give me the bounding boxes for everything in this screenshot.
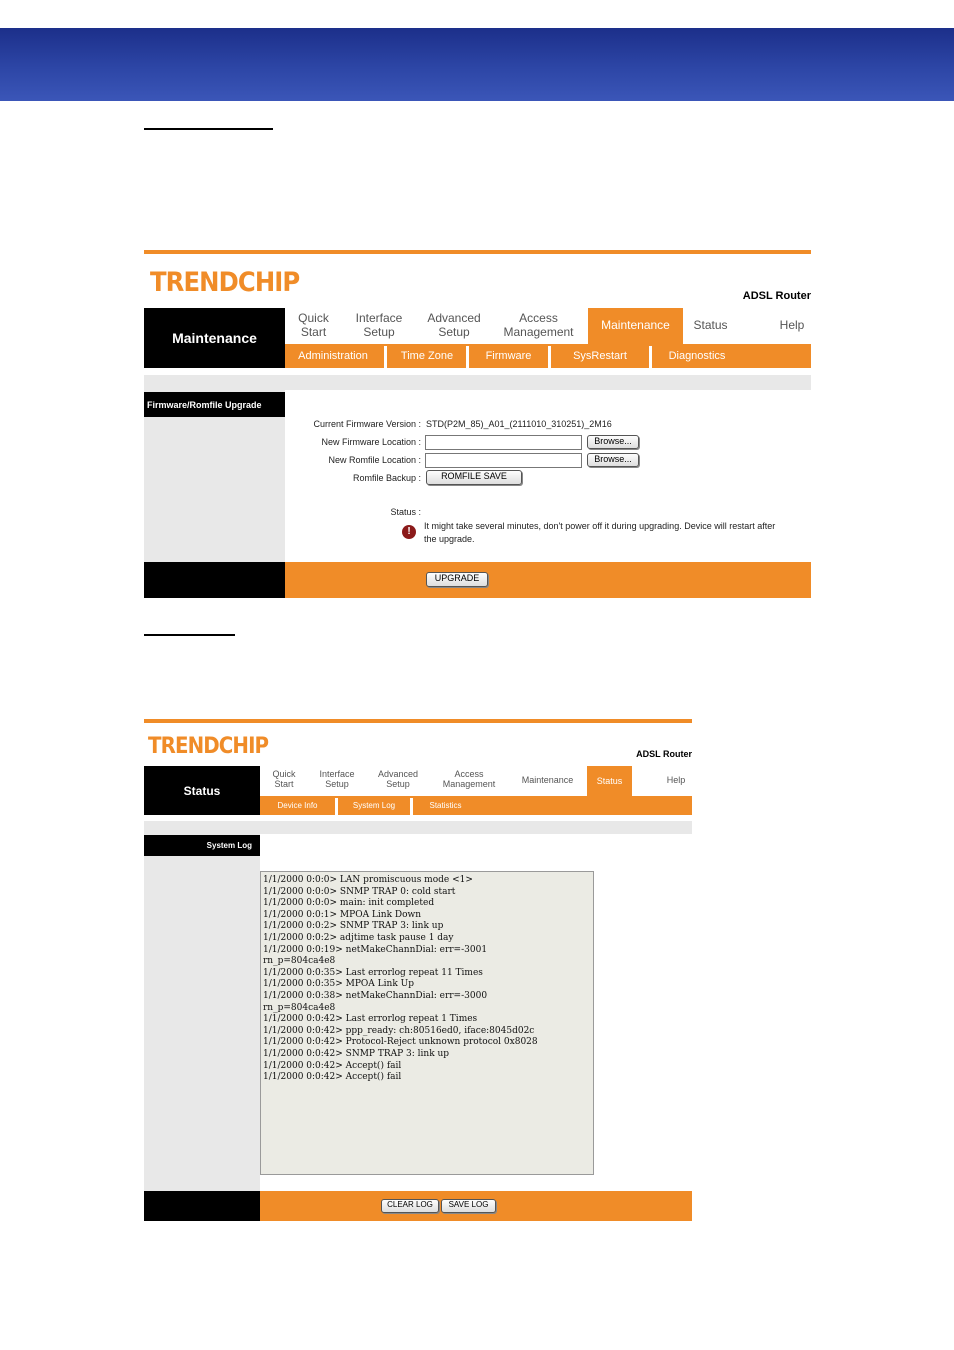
subnav-bar	[285, 344, 811, 368]
log-line: 1/1/2000 0:0:2> SNMP TRAP 3: link up	[263, 921, 444, 932]
subnav-firmware[interactable]: Firmware	[485, 350, 532, 362]
footer-bar	[285, 562, 811, 598]
nav-access-management[interactable]: Access Management	[503, 311, 574, 339]
firmware-version-label: Current Firmware Version :	[313, 419, 421, 429]
log-line: 1/1/2000 0:0:0> main: init completed	[263, 898, 435, 909]
log-line: 1/1/2000 0:0:38> netMakeChannDial: err=-3000	[263, 990, 488, 1001]
log-line: 1/1/2000 0:0:35> MPOA Link Up	[263, 979, 414, 990]
browse-romfile-button[interactable]: Browse...	[587, 453, 639, 467]
heading-underline-1	[144, 128, 273, 130]
footer-left	[144, 562, 285, 598]
sidebar-column	[144, 834, 260, 1191]
panel-top-rule	[144, 250, 811, 254]
sidebar-section-label: System Log	[144, 835, 260, 856]
model-name: ADSL Router	[636, 749, 692, 759]
system-log-textarea[interactable]	[260, 871, 594, 1175]
log-line: 1/1/2000 0:0:2> adjtime task pause 1 day	[263, 932, 454, 943]
log-line: 1/1/2000 0:0:42> Protocol-Reject unknown protocol 0x8028	[263, 1037, 538, 1048]
page-header-banner	[0, 28, 954, 101]
nav-maintenance[interactable]: Maintenance	[521, 775, 574, 785]
subnav-administration[interactable]: Administration	[298, 350, 368, 362]
nav-help[interactable]: Help	[779, 318, 805, 332]
new-romfile-label: New Romfile Location :	[328, 455, 421, 465]
subnav-time-zone[interactable]: Time Zone	[400, 350, 454, 362]
nav-advanced-setup[interactable]: Advanced Setup	[427, 311, 481, 339]
subnav-system-log[interactable]: System Log	[352, 801, 396, 810]
upgrade-button[interactable]: UPGRADE	[426, 572, 488, 587]
romfile-save-button[interactable]: ROMFILE SAVE	[426, 470, 522, 485]
nav-status[interactable]: Status	[587, 766, 632, 796]
log-lines	[263, 875, 591, 1084]
heading-underline-2	[144, 634, 235, 636]
subnav-sysrestart[interactable]: SysRestart	[573, 350, 627, 362]
trendchip-logo: TRENDCHIP	[150, 267, 300, 298]
save-log-button[interactable]: SAVE LOG	[441, 1199, 496, 1213]
section-title: Status	[144, 766, 260, 815]
status-message-line2: the upgrade.	[424, 534, 475, 544]
section-title: Maintenance	[144, 308, 285, 368]
panel-top-rule	[144, 719, 692, 723]
log-line: rn_p=804ca4e8	[263, 1002, 336, 1013]
status-message-line1: It might take several minutes, don't power off it during upgrading. Device will restart after	[424, 521, 776, 531]
nav-status[interactable]: Status	[693, 318, 728, 332]
clear-log-button[interactable]: CLEAR LOG	[381, 1199, 439, 1213]
log-line: 1/1/2000 0:0:0> LAN promiscuous mode <1>	[263, 875, 473, 885]
log-line: rn_p=804ca4e8	[263, 956, 336, 967]
nav-interface-setup[interactable]: Interface Setup	[355, 311, 403, 339]
nav-quick-start[interactable]: Quick Start	[272, 769, 296, 790]
nav-interface-setup[interactable]: Interface Setup	[319, 769, 355, 790]
new-firmware-input[interactable]	[425, 435, 582, 450]
router-panel-syslog	[144, 719, 692, 1221]
error-icon: !	[402, 525, 416, 539]
browse-firmware-button[interactable]: Browse...	[587, 435, 639, 449]
trendchip-logo: TRENDCHIP	[148, 734, 269, 759]
model-name: ADSL Router	[742, 290, 811, 302]
subnav-device-info[interactable]: Device Info	[277, 801, 318, 810]
log-line: 1/1/2000 0:0:19> netMakeChannDial: err=-3001	[263, 944, 488, 955]
sidebar-section-label: Firmware/Romfile Upgrade	[144, 392, 285, 417]
log-line: 1/1/2000 0:0:42> SNMP TRAP 3: link up	[263, 1048, 450, 1059]
firmware-version-value: STD(P2M_85)_A01_(2111010_310251)_2M16	[426, 419, 612, 429]
new-romfile-input[interactable]	[425, 453, 582, 468]
log-line: 1/1/2000 0:0:42> Accept() fail	[263, 1060, 402, 1071]
romfile-backup-label: Romfile Backup :	[352, 473, 421, 483]
content-header-strip	[144, 375, 811, 390]
nav-help[interactable]: Help	[666, 775, 686, 785]
nav-access-management[interactable]: Access Management	[442, 769, 496, 790]
log-line: 1/1/2000 0:0:42> Last errorlog repeat 1 Times	[263, 1014, 478, 1025]
log-line: 1/1/2000 0:0:42> ppp_ready: ch:80516ed0, iface:8045d02c	[263, 1025, 535, 1036]
log-line: 1/1/2000 0:0:1> MPOA Link Down	[263, 909, 422, 920]
nav-advanced-setup[interactable]: Advanced Setup	[377, 769, 419, 790]
new-firmware-label: New Firmware Location :	[321, 437, 421, 447]
log-line: 1/1/2000 0:0:0> SNMP TRAP 0: cold start	[263, 886, 456, 897]
subnav-statistics[interactable]: Statistics	[429, 801, 462, 810]
nav-maintenance[interactable]: Maintenance	[588, 308, 683, 344]
subnav-diagnostics[interactable]: Diagnostics	[668, 350, 726, 362]
router-panel-firmware	[144, 250, 811, 598]
log-line: 1/1/2000 0:0:35> Last errorlog repeat 11 Times	[263, 967, 483, 978]
footer-left	[144, 1191, 260, 1221]
nav-quick-start[interactable]: Quick Start	[298, 311, 329, 339]
subnav-bar	[260, 796, 692, 815]
log-line: 1/1/2000 0:0:42> Accept() fail	[263, 1072, 402, 1083]
status-label: Status :	[390, 507, 421, 517]
content-header-strip	[144, 821, 692, 834]
